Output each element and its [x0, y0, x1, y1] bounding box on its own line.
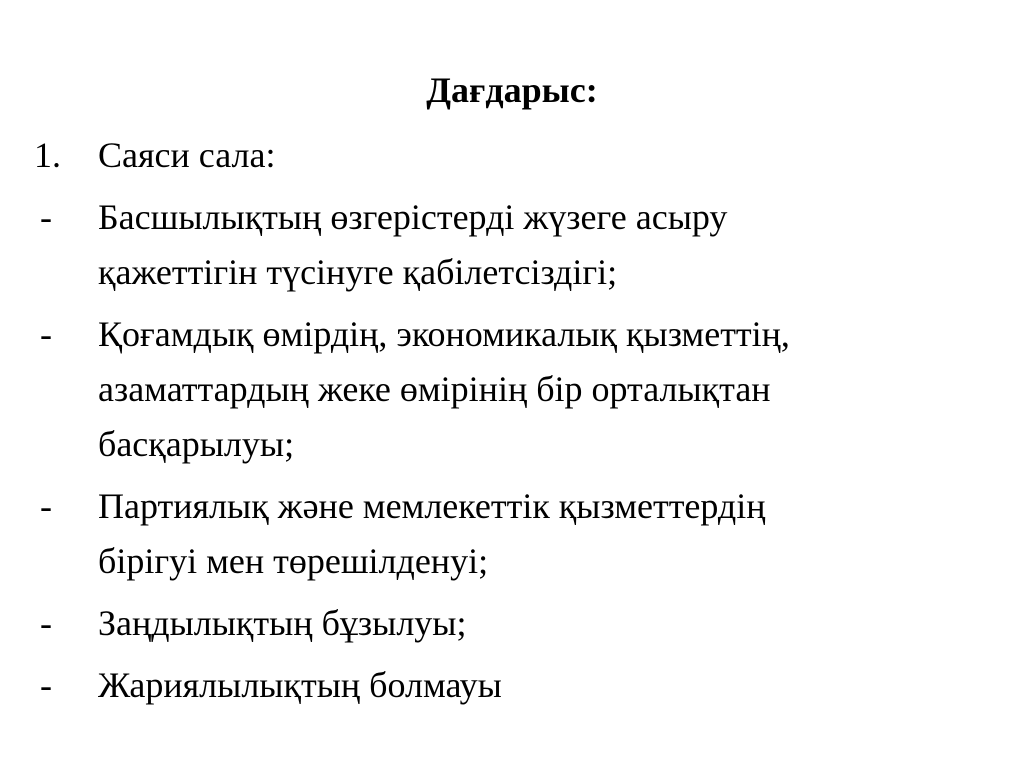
list-number: 1.	[34, 135, 61, 175]
list-item-centralized-management	[34, 307, 984, 472]
list-item-lawlessness	[34, 596, 984, 651]
bullet-dash: -	[40, 197, 52, 237]
content-list	[34, 128, 984, 720]
list-item-text: Жариялылықтың болмауы	[98, 665, 502, 705]
bullet-dash: -	[40, 665, 52, 705]
list-item-leadership-inability	[34, 190, 984, 300]
bullet-dash: -	[40, 603, 52, 643]
list-item-text: Партиялық және мемлекеттік қызметтердің бірігуі мен төрешілденуі;	[98, 486, 766, 581]
bullet-dash: -	[40, 486, 52, 526]
bullet-dash: -	[40, 314, 52, 354]
list-item-text: Басшылықтың өзгерістерді жүзеге асыру қажеттігін түсінуге қабілетсіздігі;	[98, 197, 728, 292]
list-item-no-glasnost	[34, 658, 984, 713]
slide-title: Дағдарыс:	[426, 70, 598, 110]
list-item-text: Қоғамдық өмірдің, экономикалық қызметтің, азаматтардың жеке өмірінің бір орталықтан басқарылуы;	[98, 314, 790, 464]
list-item-political-sphere	[34, 128, 984, 183]
list-item-text: Саяси сала:	[98, 135, 276, 175]
list-item-text: Заңдылықтың бұзылуы;	[98, 603, 467, 643]
list-item-party-state-merger	[34, 479, 984, 589]
